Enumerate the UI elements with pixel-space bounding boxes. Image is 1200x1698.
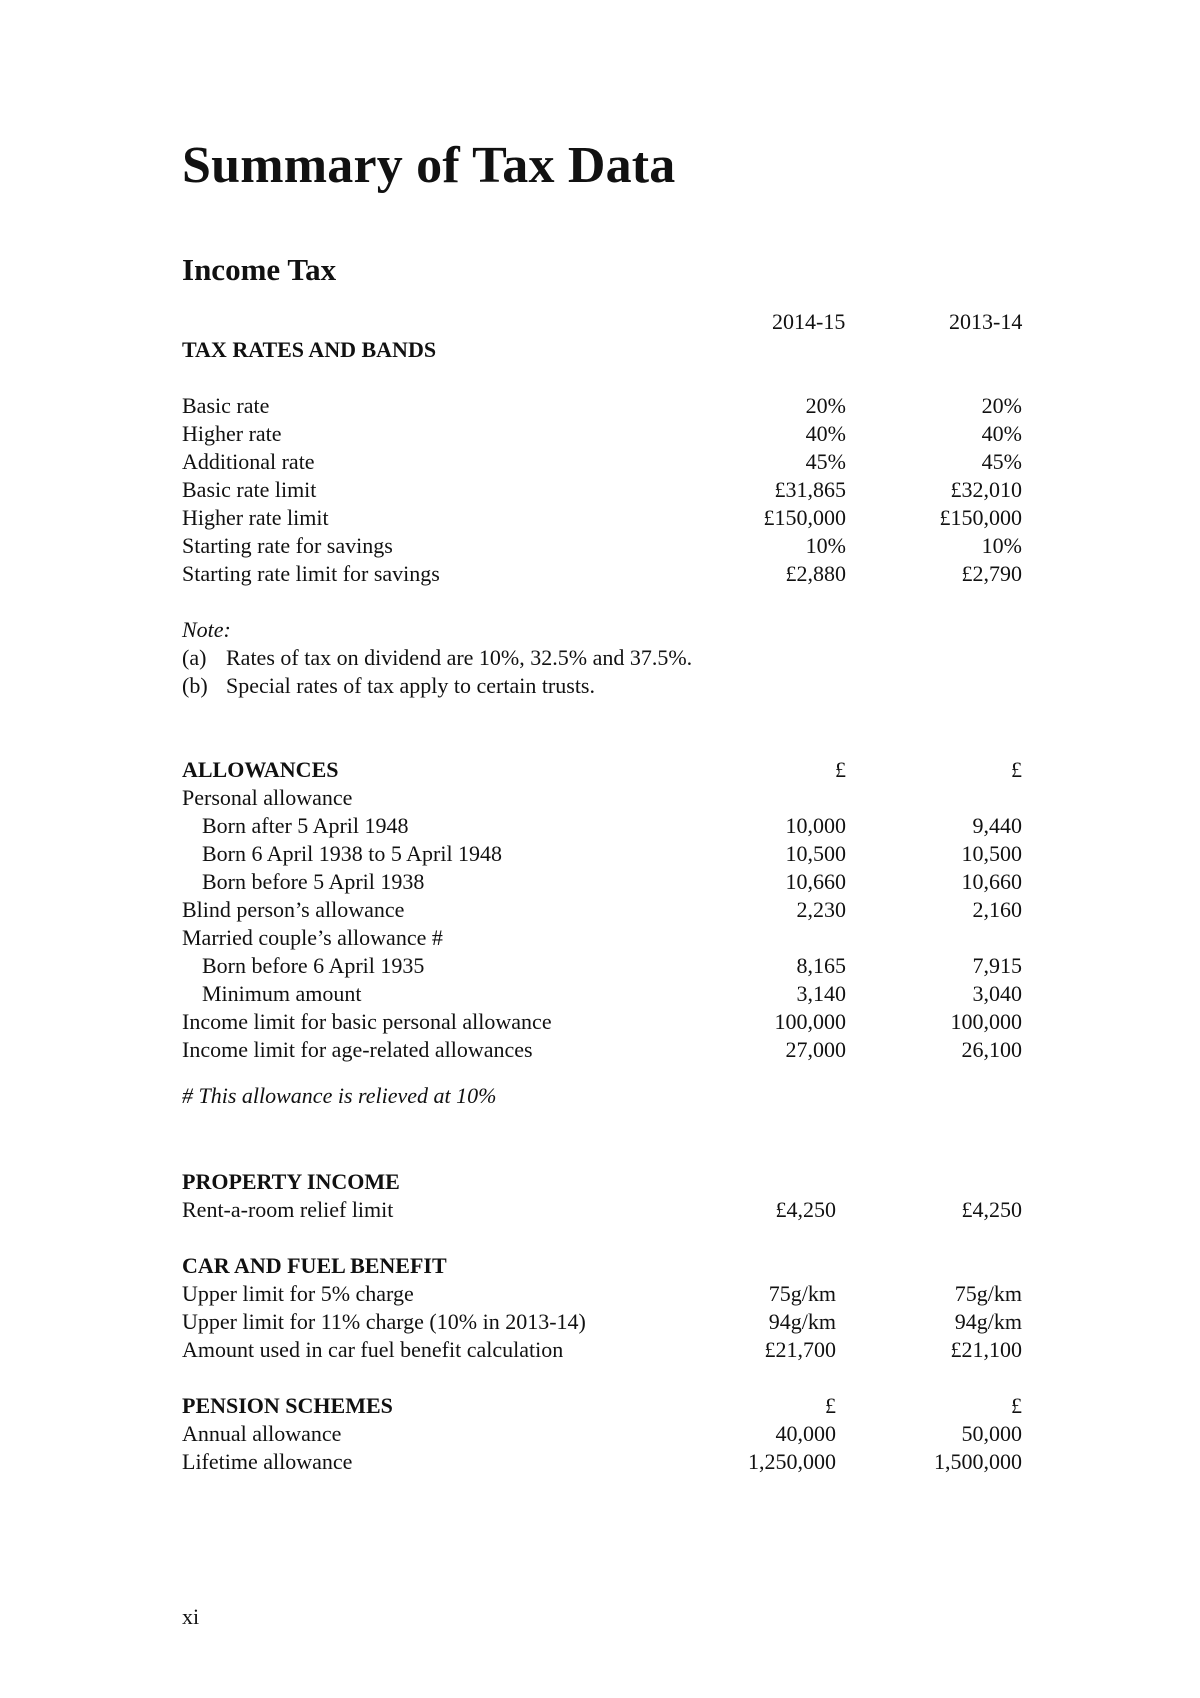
row-label: Personal allowance bbox=[182, 785, 353, 810]
note-item bbox=[182, 672, 1032, 700]
value-2014-15: 8,165 bbox=[796, 953, 846, 978]
table-row bbox=[182, 924, 1032, 952]
value-2014-15: 10,500 bbox=[785, 841, 846, 866]
section-title: Income Tax bbox=[182, 252, 337, 287]
table-row bbox=[182, 1448, 1032, 1476]
row-label: Born after 5 April 1948 bbox=[202, 813, 409, 838]
note-marker: (a) bbox=[182, 645, 207, 670]
allowances-heading: ALLOWANCES bbox=[182, 757, 339, 782]
row-label: Starting rate for savings bbox=[182, 533, 393, 558]
value-2013-14: 7,915 bbox=[972, 953, 1022, 978]
table-row bbox=[182, 980, 1032, 1008]
pension-schemes-heading: PENSION SCHEMES bbox=[182, 1393, 393, 1418]
note-marker: (b) bbox=[182, 673, 208, 698]
note-text: Special rates of tax apply to certain trusts. bbox=[226, 673, 595, 698]
value-2013-14: £4,250 bbox=[961, 1197, 1022, 1222]
value-2014-15: £2,880 bbox=[785, 561, 846, 586]
value-2013-14: 9,440 bbox=[972, 813, 1022, 838]
page-title: Summary of Tax Data bbox=[182, 137, 676, 194]
value-2014-15: 10,660 bbox=[785, 869, 846, 894]
value-2013-14: 45% bbox=[981, 449, 1022, 474]
row-label: Higher rate bbox=[182, 421, 282, 446]
table-row bbox=[182, 952, 1032, 980]
value-2014-15: 27,000 bbox=[785, 1037, 846, 1062]
note-text: Rates of tax on dividend are 10%, 32.5% and 37.5%. bbox=[226, 645, 693, 670]
value-2013-14: 40% bbox=[981, 421, 1022, 446]
value-2013-14: 10% bbox=[981, 533, 1022, 558]
table-row bbox=[182, 448, 1032, 476]
value-2013-14: 10,660 bbox=[961, 869, 1022, 894]
row-label: Minimum amount bbox=[202, 981, 362, 1006]
table-row bbox=[182, 1036, 1032, 1064]
column-header-2014-15: 2014-15 bbox=[772, 309, 846, 334]
row-label: Additional rate bbox=[182, 449, 315, 474]
table-row bbox=[182, 420, 1032, 448]
value-2013-14: 1,500,000 bbox=[934, 1449, 1022, 1474]
row-label: Basic rate limit bbox=[182, 477, 317, 502]
value-2014-15: 10% bbox=[805, 533, 846, 558]
table-row bbox=[182, 1420, 1032, 1448]
row-label: Higher rate limit bbox=[182, 505, 329, 530]
value-2013-14: 26,100 bbox=[961, 1037, 1022, 1062]
row-label: Upper limit for 11% charge (10% in 2013-14) bbox=[182, 1309, 586, 1334]
table-row bbox=[182, 896, 1032, 924]
value-2014-15: 45% bbox=[805, 449, 846, 474]
row-label: Income limit for basic personal allowance bbox=[182, 1009, 552, 1034]
row-label: Annual allowance bbox=[182, 1421, 342, 1446]
value-2013-14: £2,790 bbox=[961, 561, 1022, 586]
table-row bbox=[182, 1196, 1032, 1224]
table-row bbox=[182, 868, 1032, 896]
column-header-2013-14: 2013-14 bbox=[949, 309, 1023, 334]
row-label: Amount used in car fuel benefit calculation bbox=[182, 1337, 564, 1362]
row-label: Born before 6 April 1935 bbox=[202, 953, 425, 978]
value-2013-14: 20% bbox=[981, 393, 1022, 418]
table-row bbox=[182, 1008, 1032, 1036]
value-2013-14: £150,000 bbox=[939, 505, 1022, 530]
value-2014-15: 20% bbox=[805, 393, 846, 418]
value-2013-14: 2,160 bbox=[972, 897, 1022, 922]
value-2014-15: 94g/km bbox=[768, 1309, 836, 1334]
row-label: Basic rate bbox=[182, 393, 270, 418]
row-label: Born 6 April 1938 to 5 April 1948 bbox=[202, 841, 503, 866]
value-2014-15: 2,230 bbox=[796, 897, 846, 922]
table-row bbox=[182, 1336, 1032, 1364]
value-2013-14: £21,100 bbox=[950, 1337, 1022, 1362]
unit-2013-14: £ bbox=[1011, 1393, 1022, 1418]
value-2013-14: 50,000 bbox=[961, 1421, 1022, 1446]
value-2014-15: £21,700 bbox=[764, 1337, 836, 1362]
table-row bbox=[182, 784, 1032, 812]
value-2014-15: 3,140 bbox=[796, 981, 846, 1006]
row-label: Married couple’s allowance # bbox=[182, 925, 443, 950]
row-label: Income limit for age-related allowances bbox=[182, 1037, 533, 1062]
value-2014-15: 40,000 bbox=[775, 1421, 836, 1446]
table-row bbox=[182, 812, 1032, 840]
allowance-footnote: # This allowance is relieved at 10% bbox=[182, 1083, 497, 1108]
property-income-section bbox=[182, 1168, 1032, 1224]
table-row bbox=[182, 504, 1032, 532]
value-2014-15: 100,000 bbox=[774, 1009, 846, 1034]
table-row bbox=[182, 1308, 1032, 1336]
table-row bbox=[182, 840, 1032, 868]
row-label: Born before 5 April 1938 bbox=[202, 869, 425, 894]
car-fuel-benefit-heading: CAR AND FUEL BENEFIT bbox=[182, 1253, 447, 1278]
value-2013-14: 94g/km bbox=[954, 1309, 1022, 1334]
row-label: Starting rate limit for savings bbox=[182, 561, 440, 586]
value-2014-15: 1,250,000 bbox=[748, 1449, 836, 1474]
row-label: Blind person’s allowance bbox=[182, 897, 405, 922]
unit-2014-15: £ bbox=[835, 757, 846, 782]
pension-schemes-section bbox=[182, 1392, 1032, 1476]
tax-rates-heading: TAX RATES AND BANDS bbox=[182, 337, 437, 362]
tax-rates-section bbox=[182, 336, 1032, 700]
value-2014-15: 10,000 bbox=[785, 813, 846, 838]
page-number: xi bbox=[182, 1604, 200, 1629]
property-income-heading: PROPERTY INCOME bbox=[182, 1169, 400, 1194]
note-item bbox=[182, 644, 1032, 672]
value-2013-14: 10,500 bbox=[961, 841, 1022, 866]
car-fuel-benefit-section bbox=[182, 1252, 1032, 1364]
table-row bbox=[182, 560, 1032, 588]
value-2014-15: £150,000 bbox=[763, 505, 846, 530]
row-label: Rent-a-room relief limit bbox=[182, 1197, 394, 1222]
value-2013-14: 3,040 bbox=[972, 981, 1022, 1006]
value-2014-15: £31,865 bbox=[774, 477, 846, 502]
value-2013-14: 100,000 bbox=[950, 1009, 1022, 1034]
unit-2014-15: £ bbox=[825, 1393, 836, 1418]
allowances-section bbox=[182, 756, 1032, 1110]
row-label: Lifetime allowance bbox=[182, 1449, 353, 1474]
value-2013-14: £32,010 bbox=[950, 477, 1022, 502]
value-2014-15: £4,250 bbox=[775, 1197, 836, 1222]
value-2014-15: 75g/km bbox=[768, 1281, 836, 1306]
table-row bbox=[182, 532, 1032, 560]
row-label: Upper limit for 5% charge bbox=[182, 1281, 414, 1306]
table-row bbox=[182, 392, 1032, 420]
unit-2013-14: £ bbox=[1011, 757, 1022, 782]
table-row bbox=[182, 1280, 1032, 1308]
value-2014-15: 40% bbox=[805, 421, 846, 446]
value-2013-14: 75g/km bbox=[954, 1281, 1022, 1306]
table-row bbox=[182, 476, 1032, 504]
note-title: Note: bbox=[182, 617, 231, 642]
